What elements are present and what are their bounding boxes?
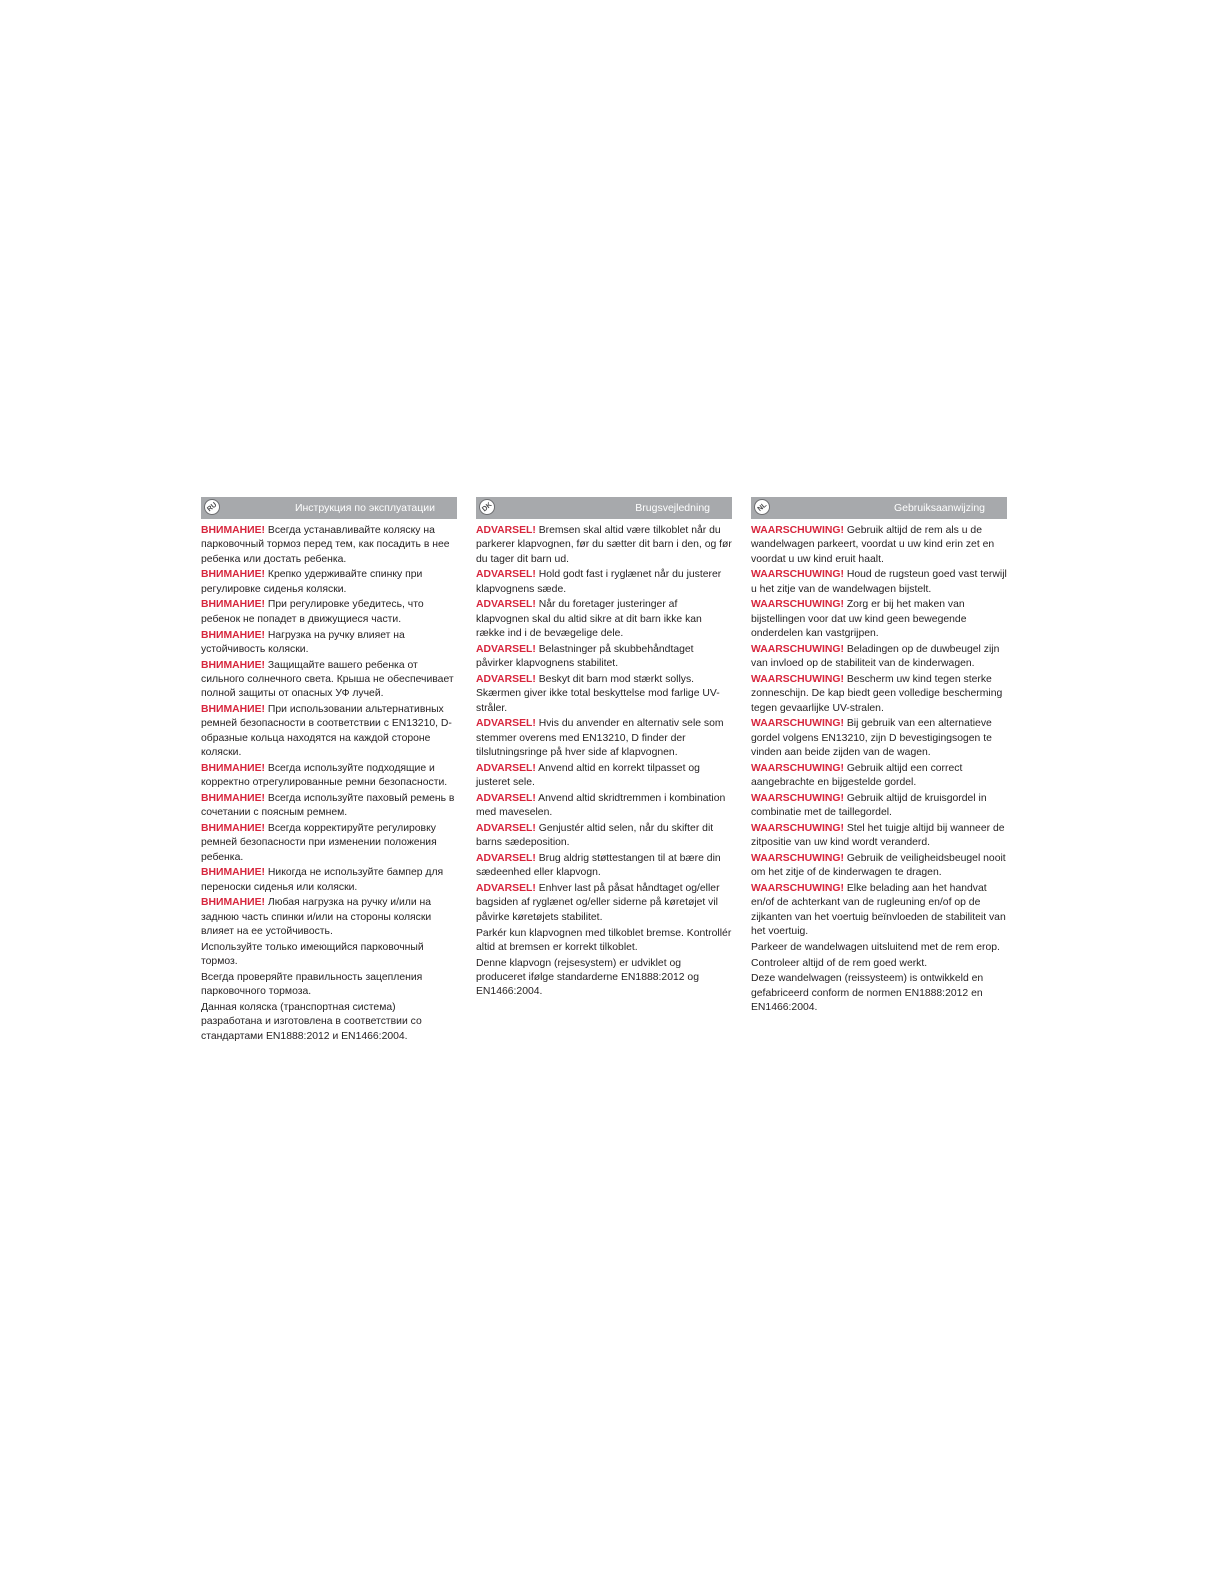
note-paragraph: Deze wandelwagen (reissysteem) is ontwikkeld en gefabriceerd conform de normen EN1888:2012 en EN1466:2004. [751, 973, 984, 1013]
note-paragraph: Denne klapvogn (rejsesystem) er udviklet og produceret ifølge standarderne EN1888:2012 og EN1466:2004. [476, 957, 699, 998]
warning-paragraph [476, 792, 732, 821]
section-title: Инструкция по эксплуатации [294, 502, 435, 514]
warning-text: Gebruik de veiligheidsbeugel nooit om het zitje of de kinderwagen te dragen. [751, 853, 1006, 879]
warning-text: Gebruik altijd de rem als u de wandelwagen parkeert, voordat u uw kind erin zet en voordat u uw kind eruit haalt. [751, 525, 995, 565]
warning-text: Hold godt fast i ryglænet når du justerer klapvognens sæde. [476, 569, 722, 595]
section-header [476, 497, 732, 519]
warning-paragraph [201, 629, 457, 658]
warning-paragraph [751, 598, 1007, 641]
warning-text: Hvis du anvender en alternativ sele som stemmer overens med EN13210, D finder der tilslutningsringe på hver side af klapvognen. [476, 718, 724, 758]
warning-paragraph [201, 568, 457, 597]
warning-text: Anvend altid skridtremmen i kombination med maveselen. [476, 792, 726, 819]
warning-paragraph [751, 822, 1007, 851]
warning-label: ВНИМАНИЕ! [201, 569, 265, 581]
language-badge-icon: DK [476, 496, 499, 519]
warning-label: ADVARSEL! [476, 792, 536, 804]
warning-text: Крепко удерживайте спинку при регулировке сиденья коляски. [201, 569, 423, 595]
warning-label: ADVARSEL! [476, 569, 536, 581]
warning-paragraph [476, 717, 732, 760]
warning-label: ВНИМАНИЕ! [201, 762, 265, 774]
warning-paragraph [476, 822, 732, 851]
column-nl [751, 497, 1007, 1017]
warning-label: WAARSCHUWING! [751, 822, 844, 834]
warning-paragraph [476, 643, 732, 672]
warning-label: WAARSCHUWING! [751, 569, 844, 581]
warning-text: Stel het tuigje altijd bij wanneer de zitpositie van uw kind wordt veranderd. [751, 822, 1005, 849]
warning-paragraph [751, 852, 1007, 881]
warning-paragraph [201, 866, 457, 895]
warning-text: Enhver last på påsat håndtaget og/eller bagsiden af ryglænet og/eller siderne på køretøjet vil påvirke køretøjets stabilitet. [476, 883, 720, 923]
column-ru [201, 497, 457, 1045]
warning-label: ВНИМАНИЕ! [201, 792, 265, 804]
warning-paragraph [476, 598, 732, 641]
warning-text: Gebruik altijd een correct aangebrachte en bijgestelde gordel. [751, 762, 963, 789]
note-paragraph: Parkeer de wandelwagen uitsluitend met de rem erop. [751, 941, 1000, 953]
warning-text: Нагрузка на ручку влияет на устойчивость коляски. [201, 629, 405, 655]
warning-paragraph [201, 524, 457, 567]
warning-text: Når du foretager justeringer af klapvognen skal du altid sikre at dit barn ikke kan række ind i de bevægelige dele. [476, 599, 702, 640]
warning-label: WAARSCHUWING! [751, 599, 844, 611]
warning-text: Защищайте вашего ребенка от сильного солнечного света. Крыша не обеспечивает полной защиты от опасных УФ лучей. [201, 659, 454, 700]
warning-text: Никогда не используйте бампер для переноски сиденья или коляски. [201, 867, 444, 893]
warning-paragraph [201, 822, 457, 865]
warning-text: Elke belading aan het handvat en/of de achterkant van de rugleuning en/of op de zijkanten van het voertuig beïnvloeden de stabiliteit van het voertuig. [751, 883, 1006, 938]
warning-paragraph [751, 568, 1007, 597]
warning-label: WAARSCHUWING! [751, 673, 844, 685]
warning-text: Belastninger på skubbehåndtaget påvirker klapvognens stabilitet. [476, 643, 694, 670]
language-badge-icon: NL [751, 496, 774, 519]
warning-paragraph [476, 762, 732, 791]
note-paragraph: Controleer altijd of de rem goed werkt. [751, 957, 928, 969]
column-dk [476, 497, 732, 1001]
warning-text: Bescherm uw kind tegen sterke zonneschijn. De kap biedt geen volledige bescherming tegen gevaarlijke UV-stralen. [751, 673, 1003, 714]
warning-label: ВНИМАНИЕ! [201, 822, 265, 834]
warning-label: ADVARSEL! [476, 853, 536, 865]
warning-label: WAARSCHUWING! [751, 792, 844, 804]
warning-text: Zorg er bij het maken van bijstellingen voor dat uw kind geen bewegende onderdelen kan vastgrijpen. [751, 599, 967, 640]
note-paragraph: Parkér kun klapvognen med tilkoblet bremse. Kontrollér altid at bremsen er korrekt tilkoblet. [476, 927, 732, 953]
warning-text: При регулировке убедитесь, что ребенок не попадет в движущиеся части. [201, 599, 424, 625]
warning-label: ADVARSEL! [476, 673, 536, 685]
warning-paragraph [201, 703, 457, 760]
section-header [751, 497, 1007, 519]
warning-label: ADVARSEL! [476, 599, 536, 611]
warning-label: ВНИМАНИЕ! [201, 897, 265, 909]
section-title: Gebruiksaanwijzing [893, 502, 985, 514]
warning-text: Bremsen skal altid være tilkoblet når du parkerer klapvognen, før du sætter dit barn i den, og før du tager dit barn ud. [476, 525, 732, 565]
warning-text: Всегда устанавливайте коляску на парковочный тормоз перед тем, как посадить в нее ребенка или достать ребенка. [201, 525, 450, 565]
warning-label: ВНИМАНИЕ! [201, 599, 265, 611]
warning-label: ADVARSEL! [476, 883, 536, 895]
warning-label: ADVARSEL! [476, 762, 536, 774]
warning-text: Bij gebruik van een alternatieve gordel volgens EN13210, zijn D bevestigingsogen te vinden aan beide zijden van de wagen. [751, 718, 992, 758]
warning-paragraph [201, 896, 457, 939]
warning-text: Genjustér altid selen, når du skifter dit barns sædeposition. [476, 822, 714, 849]
warning-text: Любая нагрузка на ручку и/или на заднюю часть спинки и/или на стороны коляски влияет на ее устойчивость. [201, 897, 432, 938]
warning-label: ВНИМАНИЕ! [201, 867, 265, 879]
warning-label: WAARSCHUWING! [751, 718, 844, 730]
section-header [201, 497, 457, 519]
warning-text: Всегда корректируйте регулировку ремней безопасности при изменении положения ребенка. [201, 822, 437, 863]
warning-paragraph [201, 598, 457, 627]
note-paragraph: Всегда проверяйте правильность зацепления парковочного тормоза. [201, 971, 423, 998]
warning-paragraph [201, 792, 457, 821]
warning-label: ВНИМАНИЕ! [201, 659, 265, 671]
warning-label: ADVARSEL! [476, 718, 536, 730]
note-paragraph: Используйте только имеющийся парковочный тормоз. [201, 941, 424, 968]
warning-paragraph [201, 762, 457, 791]
warning-label: ADVARSEL! [476, 643, 536, 655]
warning-label: ADVARSEL! [476, 822, 536, 834]
warning-text: Всегда используйте подходящие и корректно отрегулированные ремни безопасности. [201, 762, 448, 789]
warning-text: Всегда используйте паховый ремень в сочетании с поясным ремнем. [201, 792, 455, 819]
warning-label: WAARSCHUWING! [751, 643, 844, 655]
warning-text: Beladingen op de duwbeugel zijn van invloed op de stabiliteit van de kinderwagen. [751, 643, 1000, 670]
warning-label: WAARSCHUWING! [751, 525, 844, 536]
warning-paragraph [751, 643, 1007, 672]
warning-paragraph [751, 762, 1007, 791]
warning-label: ВНИМАНИЕ! [201, 629, 265, 641]
warning-text: Houd de rugsteun goed vast terwijl u het zitje van de wandelwagen bijstelt. [751, 569, 1007, 595]
warning-paragraph [476, 524, 732, 567]
warning-paragraph [476, 852, 732, 881]
section-title: Brugsvejledning [635, 502, 710, 514]
warning-paragraph [476, 882, 732, 925]
warning-label: WAARSCHUWING! [751, 883, 844, 895]
warning-label: ВНИМАНИЕ! [201, 525, 265, 536]
warning-paragraph [751, 673, 1007, 716]
language-badge-icon: RU [201, 496, 224, 519]
warning-label: ВНИМАНИЕ! [201, 704, 265, 716]
warning-text: Brug aldrig støttestangen til at bære din sædeenhed eller klapvogn. [476, 853, 721, 879]
warning-label: WAARSCHUWING! [751, 853, 844, 865]
warning-text: Anvend altid en korrekt tilpasset og justeret sele. [476, 762, 700, 789]
warning-text: Gebruik altijd de kruisgordel in combinatie met de taillegordel. [751, 792, 987, 819]
warning-text: Beskyt dit barn mod stærkt sollys. Skærmen giver ikke total beskyttelse mod farlige UV-stråler. [476, 673, 720, 714]
warning-paragraph [201, 659, 457, 702]
warning-paragraph [476, 673, 732, 716]
note-paragraph: Данная коляска (транспортная система) разработана и изготовлена в соответствии со стандартами EN1888:2012 и EN1466:2004. [201, 1002, 422, 1042]
warning-label: WAARSCHUWING! [751, 762, 844, 774]
warning-text: При использовании альтернативных ремней безопасности в соответствии с EN13210, D-образные кольца находятся на каждой стороне коляски. [201, 704, 452, 758]
warning-label: ADVARSEL! [476, 525, 536, 536]
warning-paragraph [751, 717, 1007, 760]
warning-paragraph [476, 568, 732, 597]
warning-paragraph [751, 792, 1007, 821]
warning-paragraph [751, 524, 1007, 567]
warning-paragraph [751, 882, 1007, 939]
